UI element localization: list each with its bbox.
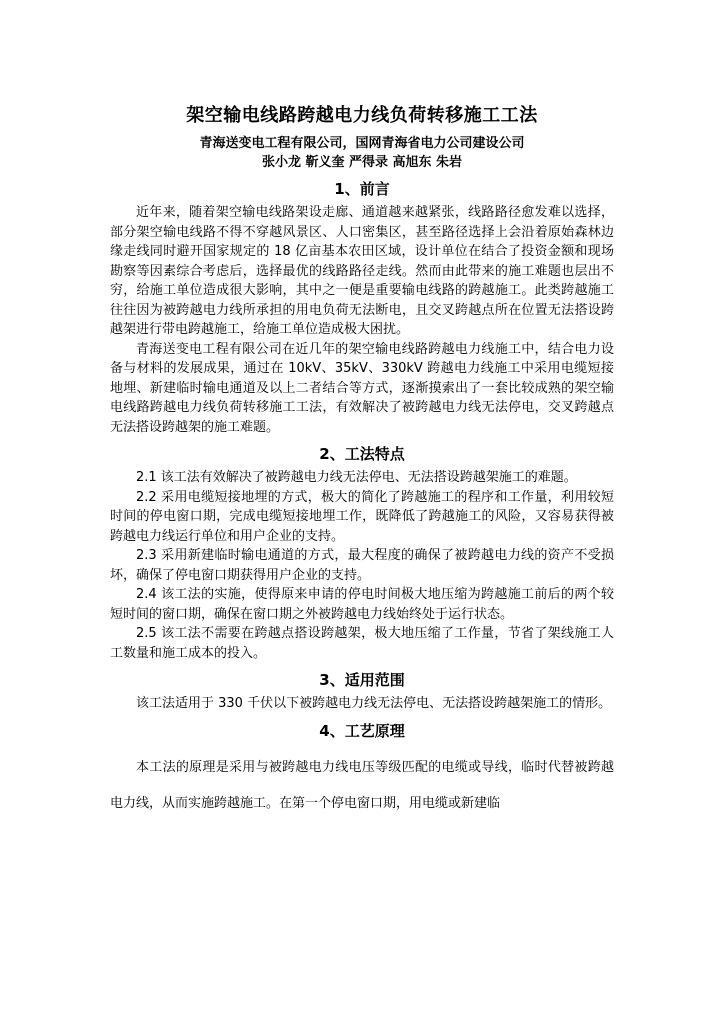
paragraph: 2.3 采用新建临时输电通道的方式，最大程度的确保了被跨越电力线的资产不受损坏，确保了停电窗口期获得用户企业的支持。 <box>110 548 614 583</box>
paragraph: 2.5 该工法不需要在跨越点搭设跨越架，极大地压缩了工作量，节省了架线施工人工数量和施工成本的投入。 <box>110 626 614 661</box>
section-heading-features: 2、工法特点 <box>319 445 405 463</box>
paragraph: 本工法的原理是采用与被跨越电力线电压等级匹配的电缆或导线，临时代替被跨越电力线，从而实施跨越施工。在第一个停电窗口期，用电缆或新建临 <box>110 759 614 811</box>
section-heading-preface: 1、前言 <box>334 180 390 198</box>
paragraph: 该工法适用于 330 千伏以下被跨越电力线无法停电、无法搭设跨越架施工的情形。 <box>136 696 612 711</box>
paragraph: 2.4 该工法的实施，使得原来申请的停电时间极大地压缩为跨越施工前后的两个较短时间的窗口期，确保在窗口期之外被跨越电力线始终处于运行状态。 <box>110 587 614 622</box>
affiliation: 青海送变电工程有限公司，国网青海省电力公司建设公司 <box>199 136 525 151</box>
paragraph: 青海送变电工程有限公司在近几年的架空输电线路跨越电力线施工中，结合电力设备与材料的发展成果，通过在 10kV、35kV、330kV 跨越电力线施工中采用电缆短接地埋、新建临时输电通道及以上二者结合等方式，逐渐摸索出了一套比较成熟的架空输电线路跨越电力线负荷转移施工工法，有效解决了被跨越电力线无法停电，交叉跨越点无法搭设跨越架的施工难题。 <box>110 341 614 435</box>
section-heading-scope: 3、适用范围 <box>319 671 405 689</box>
document-title: 架空输电线路跨越电力线负荷转移施工工法 <box>186 105 538 126</box>
authors: 张小龙 靳义奎 严得录 高旭东 朱岩 <box>261 155 463 170</box>
paragraph: 2.1 该工法有效解决了被跨越电力线无法停电、无法搭设跨越架施工的难题。 <box>136 470 577 485</box>
paragraph: 近年来，随着架空输电线路架设走廊、通道越来越紧张，线路路径愈发难以选择，部分架空输电线路不得不穿越风景区、人口密集区，甚至路径选择上会沿着原始森林边缘走线同时避开国家规定的 18 亿亩基本农田区域，设计单位在结合了投资金额和现场勘察等因素综合考虑后，选择最优的线路路径走线。然而由此带来的施工难题也层出不穷，给施工单位造成很大影响，其中之一便是重要输电线路的跨越施工。此类跨越施工往往因为被跨越电力线所承担的用电负荷无法断电，且交叉跨越点所在位置无法搭设跨越架进行带电跨越施工，给施工单位造成极大困扰。 <box>110 205 614 337</box>
paragraph: 2.2 采用电缆短接地埋的方式，极大的简化了跨越施工的程序和工作量，利用较短时间的停电窗口期，完成电缆短接地埋工作，既降低了跨越施工的风险，又容易获得被跨越电力线运行单位和用户企业的支持。 <box>110 489 614 544</box>
section-heading-principle: 4、工艺原理 <box>319 721 405 740</box>
